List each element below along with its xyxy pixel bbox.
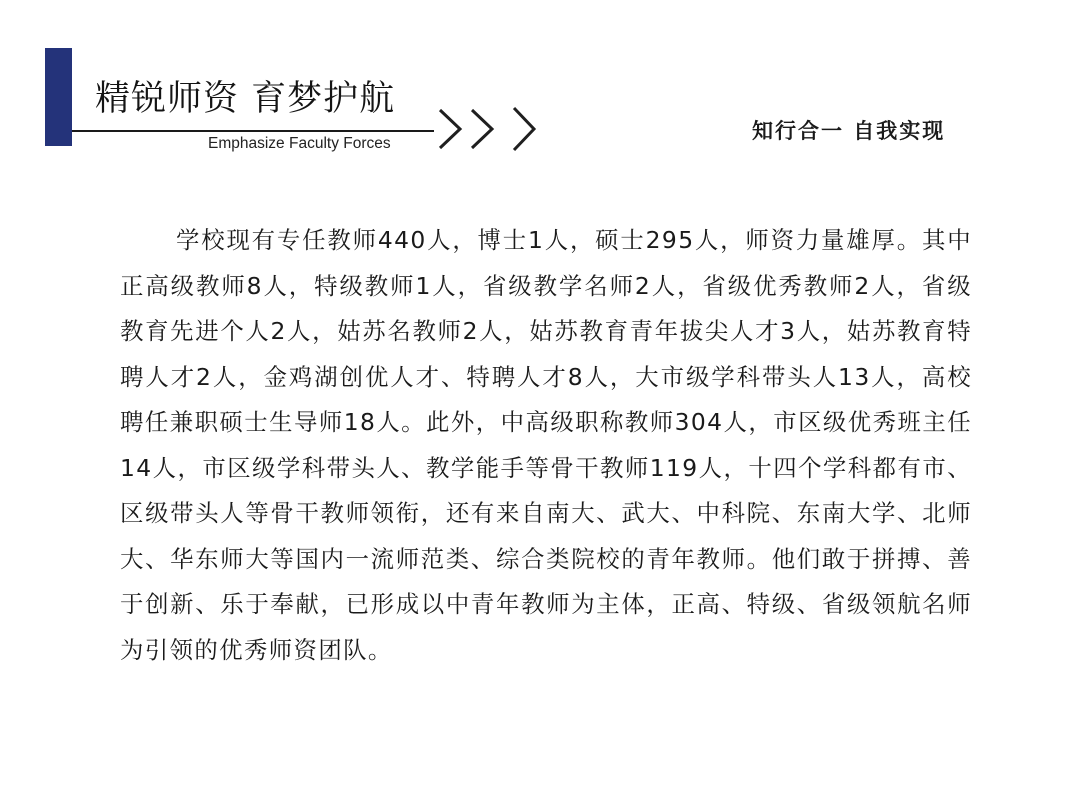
section-title: 精锐师资 育梦护航 (95, 79, 396, 119)
chevron-right-icon-2 (472, 110, 492, 148)
section-subtitle-en: Emphasize Faculty Forces (208, 135, 391, 152)
chevron-right-icon (436, 102, 540, 154)
title-underline (72, 130, 434, 132)
title-accent-bar (45, 48, 72, 146)
school-motto: 知行合一 自我实现 (752, 118, 946, 143)
chevron-right-icon-3 (514, 108, 534, 150)
faculty-description: 学校现有专任教师440人，博士1人，硕士295人，师资力量雄厚。其中正高级教师8人，特级教师1人，省级教学名师2人，省级优秀教师2人，省级教育先进个人2人，姑苏名教师2人，姑苏教育青年拔尖人才3人，姑苏教育特聘人才2人，金鸡湖创优人才、特聘人才8人，大市级学科带头人13人，高校聘任兼职硕士生导师18人。此外，中高级职称教师304人，市区级优秀班主任14人，市区级学科带头人、教学能手等骨干教师119人，十四个学科都有市、区级带头人等骨干教师领衔，还有来自南大、武大、中科院、东南大学、北师大、华东师大等国内一流师范类、综合类院校的青年教师。他们敢于拼搏、善于创新、乐于奉献，已形成以中青年教师为主体，正高、特级、省级领航名师为引领的优秀师资团队。 (120, 226, 972, 664)
chevron-right-icon-1 (440, 110, 460, 148)
